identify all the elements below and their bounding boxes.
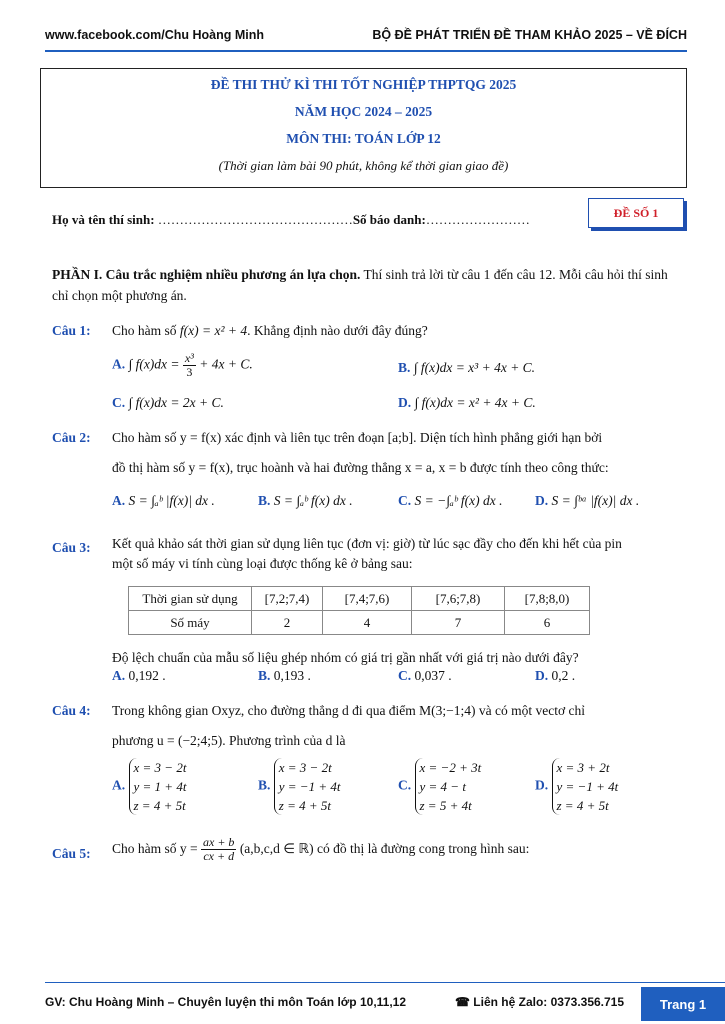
q1-option-a[interactable]: A. ∫ f(x)dx = $\frac{\text{x³}}{3}$ + 4x + C. — [112, 351, 253, 379]
time-note: (Thời gian làm bài 90 phút, không kể thời gian giao đề) — [218, 158, 509, 173]
q4-b-system: x = 3 − 2t y = −1 + 4t z = 4 + 5t — [274, 758, 341, 815]
page-footer — [45, 982, 725, 1021]
part1-intro — [52, 264, 673, 306]
footer-teacher: GV: Chu Hoàng Minh – Chuyên luyện thi môn Toán lớp 10,11,12 — [45, 995, 407, 1009]
q4-text: Trong không gian Oxyz, cho đường thẳng d đi qua điểm M(3;−1;4) và có một vectơ chỉ phương u = (−2;4;5). Phương trình của d là — [112, 703, 586, 748]
candidate-info — [52, 212, 530, 228]
q3-option-d[interactable]: D. 0,2 . — [535, 668, 576, 683]
q2-option-c[interactable]: C. S = −∫ₐᵇ f(x) dx . — [398, 493, 503, 508]
q1-option-d[interactable]: D. ∫ f(x)dx = x² + 4x + C. — [398, 395, 536, 410]
header-series-title: BỘ ĐỀ PHÁT TRIỂN ĐỀ THAM KHẢO 2025 – VỀ ĐÍCH — [372, 28, 687, 42]
q3-question: Độ lệch chuẩn của mẫu số liệu ghép nhóm có giá trị gần nhất với giá trị nào dưới đây? — [112, 650, 579, 665]
q4-option-b[interactable]: B. x = 3 − 2t y = −1 + 4t z = 4 + 5t — [258, 760, 341, 813]
footer-contact: ☎ Liên hệ Zalo: 0373.356.715 — [455, 995, 625, 1009]
q4-label: Câu 4: — [52, 703, 91, 718]
q1-text: Cho hàm số f(x) = x² + 4. Khẳng định nào dưới đây đúng? — [112, 323, 428, 338]
candidate-id-dots: …………………… — [425, 212, 530, 227]
q2-option-b[interactable]: B. S = ∫ₐᵇ f(x) dx . — [258, 493, 353, 508]
q4-c-system: x = −2 + 3t y = 4 − t z = 5 + 4t — [415, 758, 482, 815]
exam-number-badge: ĐỀ SỐ 1 — [588, 198, 684, 228]
page-number: Trang 1 — [641, 987, 725, 1021]
q4-option-a[interactable]: A. x = 3 − 2t y = 1 + 4t z = 4 + 5t — [112, 760, 187, 813]
q4-d-system: x = 3 + 2t y = −1 + 4t z = 4 + 5t — [552, 758, 619, 815]
q3-text: Kết quả khảo sát thời gian sử dụng liên tục (đơn vị: giờ) từ lúc sạc đầy cho đến khi hết của pin một số máy vi tính cùng loại được thống kê ở bảng sau: — [112, 536, 622, 571]
exam-title: ĐỀ THI THỬ KÌ THI TỐT NGHIỆP THPTQG 2025 — [210, 77, 517, 92]
q1-expr: f(x) = x² + 4 — [179, 323, 248, 338]
q2-text: Cho hàm số y = f(x) xác định và liên tục trên đoạn [a;b]. Diện tích hình phẳng giới hạn bởi đồ thị hàm số y = f(x), trục hoành và hai đường thẳng x = a, x = b được tính theo công thức: — [112, 430, 609, 475]
exam-title-box — [40, 68, 687, 188]
q3-option-b[interactable]: B. 0,193 . — [258, 668, 311, 683]
q2-option-d[interactable]: D. S = ∫ᵇᵃ |f(x)| dx . — [535, 493, 640, 508]
table-row: Thời gian sử dụng [7,2;7,4) [7,4;7,6) [7,6;7,8) [7,8;8,0) — [129, 587, 590, 611]
q4-a-system: x = 3 − 2t y = 1 + 4t z = 4 + 5t — [129, 758, 187, 815]
q3-option-c[interactable]: C. 0,037 . — [398, 668, 452, 683]
q3-data-table — [128, 586, 590, 635]
q2-label: Câu 2: — [52, 430, 91, 445]
part1-title: PHẦN I. Câu trắc nghiệm nhiều phương án lựa chọn. — [52, 267, 361, 282]
header-facebook-link[interactable]: www.facebook.com/Chu Hoàng Minh — [45, 28, 264, 42]
page-header — [45, 22, 687, 52]
subject: MÔN THI: TOÁN LỚP 12 — [286, 131, 441, 146]
q5-text: Cho hàm số y = $\frac{ax + b}{cx + d}$ (a,b,c,d ∈ ℝ) có đồ thị là đường cong trong hình sau: — [112, 835, 530, 864]
q5-label: Câu 5: — [52, 846, 91, 861]
q5-fraction: $\frac{ax + b}{cx + d}$ — [203, 835, 235, 864]
q3-option-a[interactable]: A. 0,192 . — [112, 668, 166, 683]
school-year: NĂM HỌC 2024 – 2025 — [294, 104, 433, 119]
q1-a-fraction: $\frac{\text{x³}}{3}$ — [184, 351, 194, 379]
q4-option-d[interactable]: D. x = 3 + 2t y = −1 + 4t z = 4 + 5t — [535, 760, 619, 813]
candidate-name-label: Họ và tên thí sinh: — [52, 212, 155, 227]
candidate-name-dots: ……………………………………… — [157, 212, 353, 227]
table-row: Số máy 2 4 7 6 — [129, 611, 590, 635]
q1-option-b[interactable]: B. ∫ f(x)dx = x³ + 4x + C. — [398, 360, 536, 375]
q1-option-c[interactable]: C. ∫ f(x)dx = 2x + C. — [112, 395, 224, 410]
q4-option-c[interactable]: C. x = −2 + 3t y = 4 − t z = 5 + 4t — [398, 760, 482, 813]
part1-text: Thí sinh trả lời từ câu 1 đến câu 12. Mỗi câu hỏi thí sinh chỉ chọn một phương án. — [52, 267, 668, 303]
q2-option-a[interactable]: A. S = ∫ₐᵇ |f(x)| dx . — [112, 493, 215, 508]
q1-label: Câu 1: — [52, 323, 91, 338]
q3-label: Câu 3: — [52, 540, 91, 555]
candidate-id-label: Số báo danh: — [352, 212, 426, 227]
